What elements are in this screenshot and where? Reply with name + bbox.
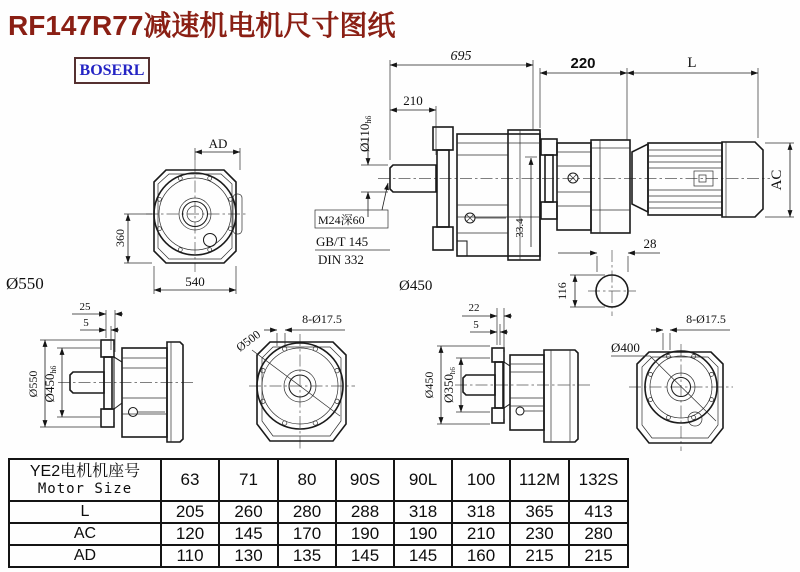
dim-shaft-dia-label: Ø110h6 [357,115,373,152]
row-label: L [9,501,161,523]
dim-540-label: 540 [185,274,205,289]
motor-size-cell: 71 [219,459,278,501]
page-title: RF147R77减速机电机尺寸图纸 [8,10,396,41]
flange-400-drawing [611,312,733,451]
motor-size-cell: 100 [452,459,510,501]
value-cell: 130 [219,545,278,567]
value-cell: 280 [278,501,336,523]
value-cell: 205 [161,501,219,523]
holes-500-label: 8-Ø17.5 [302,312,342,326]
value-cell: 145 [219,523,278,545]
dim-d550-label: Ø550 [26,370,40,398]
label-d450: Ø450 [399,278,433,294]
dim-ad-label: AD [208,136,228,151]
motor-size-cell: 112M [510,459,569,501]
dim-210-label: 210 [403,93,423,108]
table-header-row [9,459,628,501]
value-cell: 280 [569,523,628,545]
tap-spec-label: M24深60 [318,213,365,227]
value-cell: 288 [336,501,394,523]
value-cell: 135 [278,545,336,567]
value-cell: 160 [452,545,510,567]
label-d550: Ø550 [6,274,44,293]
header-en: Motor Size [37,481,133,497]
dim-360-label: 360 [113,229,127,247]
value-cell: 260 [219,501,278,523]
table-row-AC [9,523,628,545]
dim-d350-label: Ø350h6 [441,367,457,403]
row-label: AD [9,545,161,567]
boserl-logo-text: BOSERL [79,61,145,79]
front-view-drawing [113,136,246,294]
dim-116-label: 116 [555,282,569,300]
tap-std1-label: GB/T 145 [316,234,369,249]
value-cell: 120 [161,523,219,545]
value-cell: 215 [510,545,569,567]
value-cell: 318 [394,501,452,523]
motor-size-table [8,458,629,568]
value-cell: 145 [336,545,394,567]
value-cell: 413 [569,501,628,523]
value-cell: 318 [452,501,510,523]
dim-d500-label: Ø500 [233,327,264,355]
holes-400-label: 8-Ø17.5 [686,312,726,326]
value-cell: 365 [510,501,569,523]
motor-size-cell: 80 [278,459,336,501]
value-cell: 190 [336,523,394,545]
motor-size-cell: 132S [569,459,628,501]
dim-25-label: 25 [79,301,91,313]
dim-5b-label: 5 [473,319,479,331]
output-side-550-drawing [26,301,195,442]
table-row-L [9,501,628,523]
dim-5-label: 5 [83,317,89,329]
value-cell: 190 [394,523,452,545]
dim-l-label: L [687,55,697,71]
dim-28-label: 28 [643,236,657,251]
flange-500-drawing [233,312,355,450]
dim-d450-label: Ø450h6 [42,365,58,403]
header-cn: YE2电机机座号 [29,463,141,480]
value-cell: 170 [278,523,336,545]
table-header-cell [9,459,161,501]
value-cell: 230 [510,523,569,545]
side-view-drawing [315,49,794,267]
tap-std2-label: DIN 332 [318,252,364,267]
output-side-450-drawing [422,302,592,442]
value-cell: 215 [569,545,628,567]
shaft-section-drawing [555,236,660,316]
dim-220-label: 220 [570,55,596,72]
dim-695-label: 695 [450,49,472,64]
table-row-AD [9,545,628,567]
dim-334-label: 33.4 [514,218,526,238]
row-label: AC [9,523,161,545]
value-cell: 210 [452,523,510,545]
value-cell: 110 [161,545,219,567]
dim-22-label: 22 [468,302,480,314]
motor-size-cell: 90L [394,459,452,501]
motor-size-cell: 90S [336,459,394,501]
dim-d450b-label: Ø450 [422,371,436,399]
value-cell: 145 [394,545,452,567]
motor-size-cell: 63 [161,459,219,501]
dim-ac-label: AC [769,169,785,191]
dim-d400-label: Ø400 [611,340,640,355]
